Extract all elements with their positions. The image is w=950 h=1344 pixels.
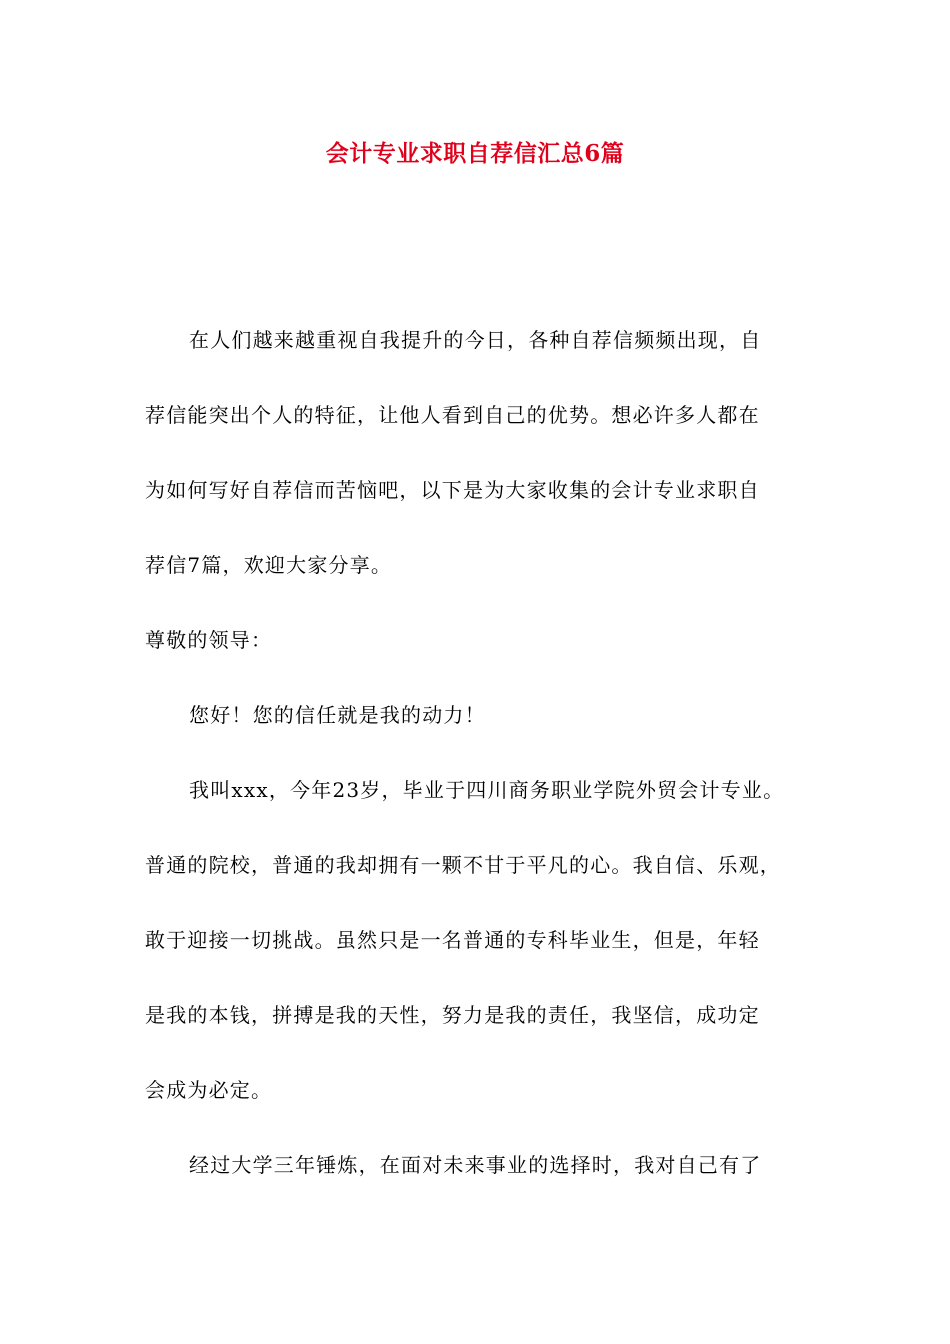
salutation-line: 尊敬的领导：: [145, 628, 273, 652]
paragraph-line: 您好！您的信任就是我的动力！: [189, 703, 486, 727]
paragraph-line: 普通的院校，普通的我却拥有一颗不甘于平凡的心。我自信、乐观，: [145, 853, 781, 877]
paragraph-line: 荐信能突出个人的特征，让他人看到自己的优势。想必许多人都在: [145, 403, 760, 427]
paragraph-line: 为如何写好自荐信而苦恼吧，以下是为大家收集的会计专业求职自: [145, 478, 760, 502]
paragraph-line: 荐信7篇，欢迎大家分享。: [145, 553, 393, 577]
paragraph-line: 我叫xxx，今年23岁，毕业于四川商务职业学院外贸会计专业。: [189, 778, 785, 802]
paragraph-line: 是我的本钱，拼搏是我的天性，努力是我的责任，我坚信，成功定: [145, 1003, 760, 1027]
paragraph-line: 会成为必定。: [145, 1078, 273, 1102]
paragraph-line: 敢于迎接一切挑战。虽然只是一名普通的专科毕业生，但是，年轻: [145, 928, 760, 952]
paragraph-line: 在人们越来越重视自我提升的今日，各种自荐信频频出现，自: [189, 328, 762, 352]
paragraph-line: 经过大学三年锤炼，在面对未来事业的选择时，我对自己有了: [189, 1153, 762, 1177]
document-title: 会计专业求职自荐信汇总6篇: [325, 140, 625, 167]
